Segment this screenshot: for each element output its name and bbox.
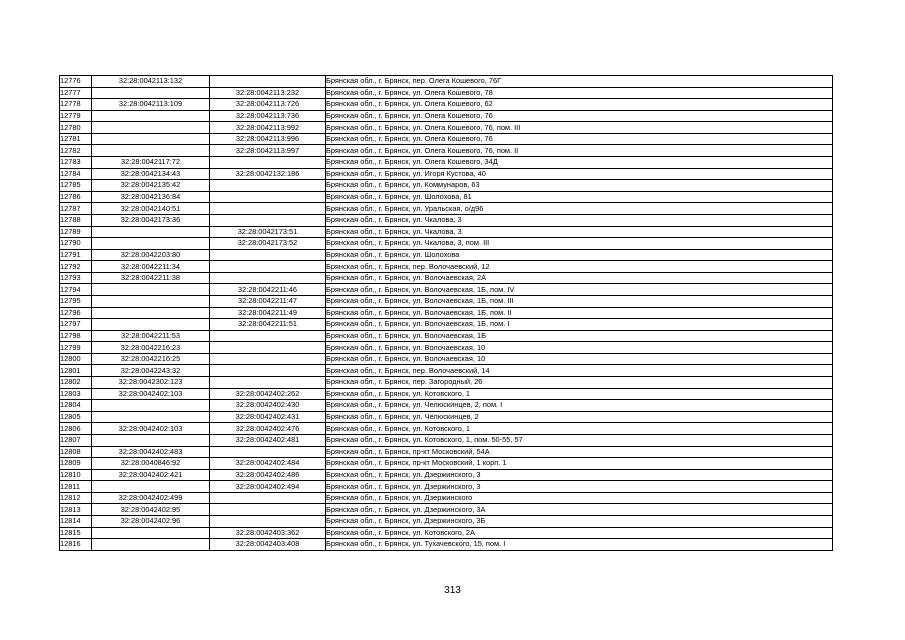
address-cell: Брянская обл., г. Брянск, ул. Коммунаров, 63 <box>326 180 833 192</box>
cadastral-number-cell <box>92 539 210 551</box>
cadastral-number-cell: 32:28:0042216:25 <box>92 353 210 365</box>
row-number-cell: 12804 <box>60 400 92 412</box>
address-cell: Брянская обл., г. Брянск, ул. Дзержинского, 3 <box>326 481 833 493</box>
cadastral-number-cell: 32:28:0042403:362 <box>210 527 326 539</box>
address-cell: Брянская обл., г. Брянск, ул. Волочаевская, 10 <box>326 353 833 365</box>
cadastral-number-cell <box>210 330 326 342</box>
row-number-cell: 12800 <box>60 353 92 365</box>
table-row <box>60 342 833 354</box>
cadastral-number-cell: 32:28:0042113:992 <box>210 122 326 134</box>
cadastral-number-cell: 32:28:0042135:42 <box>92 180 210 192</box>
address-cell: Брянская обл., г. Брянск, пр-кт Московский, 54А <box>326 446 833 458</box>
cadastral-number-cell <box>92 87 210 99</box>
table-row <box>60 180 833 192</box>
cadastral-number-cell <box>210 261 326 273</box>
address-cell: Брянская обл., г. Брянск, ул. Дзержинского <box>326 492 833 504</box>
address-cell: Брянская обл., г. Брянск, пр-кт Московский, 1 корп. 1 <box>326 458 833 470</box>
table-row <box>60 191 833 203</box>
cadastral-number-cell: 32:28:0042136:84 <box>92 191 210 203</box>
address-cell: Брянская обл., г. Брянск, ул. Дзержинского, 3Б <box>326 515 833 527</box>
row-number-cell: 12807 <box>60 434 92 446</box>
register-table <box>59 75 833 551</box>
cadastral-number-cell: 32:28:0042113:232 <box>210 87 326 99</box>
cadastral-number-cell <box>210 515 326 527</box>
address-cell: Брянская обл., г. Брянск, ул. Волочаевская, 1Б, пом. I <box>326 319 833 331</box>
cadastral-number-cell: 32:28:0042402:262 <box>210 388 326 400</box>
cadastral-number-cell <box>210 272 326 284</box>
row-number-cell: 12812 <box>60 492 92 504</box>
cadastral-number-cell: 32:28:0042302:123 <box>92 377 210 389</box>
address-cell: Брянская обл., г. Брянск, ул. Волочаевская, 1Б, пом. IV <box>326 284 833 296</box>
row-number-cell: 12791 <box>60 249 92 261</box>
row-number-cell: 12779 <box>60 110 92 122</box>
table-row <box>60 214 833 226</box>
address-cell: Брянская обл., г. Брянск, ул. Котовского, 1 <box>326 423 833 435</box>
table-row <box>60 539 833 551</box>
cadastral-number-cell: 32:28:0042173:36 <box>92 214 210 226</box>
address-cell: Брянская обл., г. Брянск, ул. Волочаевская, 2А <box>326 272 833 284</box>
cadastral-number-cell: 32:28:0042402:430 <box>210 400 326 412</box>
row-number-cell: 12790 <box>60 238 92 250</box>
row-number-cell: 12802 <box>60 377 92 389</box>
table-row <box>60 122 833 134</box>
address-cell: Брянская обл., г. Брянск, ул. Шолохова <box>326 249 833 261</box>
cadastral-number-cell: 32:28:0042113:736 <box>210 110 326 122</box>
cadastral-number-cell: 32:28:0042402:484 <box>210 458 326 470</box>
row-number-cell: 12782 <box>60 145 92 157</box>
cadastral-number-cell: 32:28:0042173:51 <box>210 226 326 238</box>
cadastral-number-cell: 32:28:0042402:499 <box>92 492 210 504</box>
address-cell: Брянская обл., г. Брянск, ул. Тухачевского, 15, пом. I <box>326 539 833 551</box>
address-cell: Брянская обл., г. Брянск, ул. Дзержинского, 3А <box>326 504 833 516</box>
table-row <box>60 249 833 261</box>
row-number-cell: 12810 <box>60 469 92 481</box>
cadastral-number-cell: 32:28:0042211:51 <box>210 319 326 331</box>
table-row <box>60 481 833 493</box>
cadastral-number-cell <box>210 214 326 226</box>
table-row <box>60 272 833 284</box>
row-number-cell: 12783 <box>60 157 92 169</box>
cadastral-number-cell: 32:28:0042211:49 <box>210 307 326 319</box>
row-number-cell: 12786 <box>60 191 92 203</box>
cadastral-number-cell <box>210 377 326 389</box>
row-number-cell: 12785 <box>60 180 92 192</box>
table-row <box>60 527 833 539</box>
table-row <box>60 492 833 504</box>
address-cell: Брянская обл., г. Брянск, ул. Чкалова, 3 <box>326 214 833 226</box>
table-row <box>60 411 833 423</box>
row-number-cell: 12814 <box>60 515 92 527</box>
cadastral-number-cell <box>210 342 326 354</box>
cadastral-number-cell: 32:28:0042402:483 <box>92 446 210 458</box>
address-cell: Брянская обл., г. Брянск, ул. Волочаевская, 1Б, пом. III <box>326 295 833 307</box>
address-cell: Брянская обл., г. Брянск, ул. Олега Кошевого, 62 <box>326 99 833 111</box>
table-row <box>60 330 833 342</box>
row-number-cell: 12815 <box>60 527 92 539</box>
cadastral-number-cell <box>210 249 326 261</box>
cadastral-number-cell: 32:28:0042243:32 <box>92 365 210 377</box>
cadastral-number-cell <box>210 492 326 504</box>
cadastral-number-cell: 32:28:0042203:80 <box>92 249 210 261</box>
cadastral-number-cell <box>92 238 210 250</box>
cadastral-number-cell <box>92 122 210 134</box>
cadastral-number-cell: 32:28:0042117:72 <box>92 157 210 169</box>
address-cell: Брянская обл., г. Брянск, ул. Челюскинцев, 2 <box>326 411 833 423</box>
cadastral-number-cell: 32:28:0042132:186 <box>210 168 326 180</box>
table-row <box>60 458 833 470</box>
cadastral-number-cell: 32:28:0042402:421 <box>92 469 210 481</box>
address-cell: Брянская обл., г. Брянск, ул. Волочаевская, 1Б <box>326 330 833 342</box>
cadastral-number-cell: 32:28:0042216:23 <box>92 342 210 354</box>
cadastral-number-cell: 32:28:0042211:34 <box>92 261 210 273</box>
table-row <box>60 226 833 238</box>
address-cell: Брянская обл., г. Брянск, ул. Олега Кошевого, 76, пом. III <box>326 122 833 134</box>
cadastral-number-cell: 32:28:0042140:51 <box>92 203 210 215</box>
table-row <box>60 388 833 400</box>
cadastral-number-cell: 32:28:0042173:52 <box>210 238 326 250</box>
cadastral-number-cell <box>210 76 326 88</box>
cadastral-number-cell <box>92 133 210 145</box>
address-cell: Брянская обл., г. Брянск, пер. Волочаевский, 14 <box>326 365 833 377</box>
cadastral-number-cell: 32:28:0042402:95 <box>92 504 210 516</box>
row-number-cell: 12776 <box>60 76 92 88</box>
table-row <box>60 110 833 122</box>
cadastral-number-cell <box>92 319 210 331</box>
cadastral-number-cell: 32:28:0042402:481 <box>210 434 326 446</box>
row-number-cell: 12798 <box>60 330 92 342</box>
cadastral-number-cell <box>92 411 210 423</box>
cadastral-number-cell <box>92 307 210 319</box>
cadastral-number-cell <box>92 145 210 157</box>
table-row <box>60 423 833 435</box>
cadastral-number-cell: 32:28:0042211:53 <box>92 330 210 342</box>
register-table-body <box>60 76 833 551</box>
address-cell: Брянская обл., г. Брянск, пер. Волочаевский, 12 <box>326 261 833 273</box>
cadastral-number-cell: 32:28:0042403:408 <box>210 539 326 551</box>
table-row <box>60 353 833 365</box>
row-number-cell: 12778 <box>60 99 92 111</box>
row-number-cell: 12813 <box>60 504 92 516</box>
address-cell: Брянская обл., г. Брянск, ул. Волочаевская, 10 <box>326 342 833 354</box>
table-row <box>60 157 833 169</box>
address-cell: Брянская обл., г. Брянск, ул. Олега Кошевого, 34Д <box>326 157 833 169</box>
table-row <box>60 133 833 145</box>
address-cell: Брянская обл., г. Брянск, ул. Шолохова, 81 <box>326 191 833 203</box>
row-number-cell: 12797 <box>60 319 92 331</box>
address-cell: Брянская обл., г. Брянск, ул. Котовского, 1, пом. 50-55, 57 <box>326 434 833 446</box>
cadastral-number-cell <box>210 504 326 516</box>
row-number-cell: 12789 <box>60 226 92 238</box>
cadastral-number-cell <box>92 400 210 412</box>
cadastral-number-cell <box>92 226 210 238</box>
address-cell: Брянская обл., г. Брянск, ул. Уральская, о/д96 <box>326 203 833 215</box>
table-row <box>60 377 833 389</box>
address-cell: Брянская обл., г. Брянск, ул. Котовского, 1 <box>326 388 833 400</box>
table-row <box>60 434 833 446</box>
table-row <box>60 446 833 458</box>
cadastral-number-cell <box>92 295 210 307</box>
table-row <box>60 504 833 516</box>
table-row <box>60 87 833 99</box>
cadastral-number-cell: 32:28:0042134:43 <box>92 168 210 180</box>
address-cell: Брянская обл., г. Брянск, пер. Олега Кошевого, 76Г <box>326 76 833 88</box>
row-number-cell: 12816 <box>60 539 92 551</box>
table-row <box>60 203 833 215</box>
row-number-cell: 12777 <box>60 87 92 99</box>
row-number-cell: 12787 <box>60 203 92 215</box>
cadastral-number-cell: 32:28:0042211:47 <box>210 295 326 307</box>
address-cell: Брянская обл., г. Брянск, ул. Олега Кошевого, 76 <box>326 133 833 145</box>
cadastral-number-cell <box>210 203 326 215</box>
table-row <box>60 284 833 296</box>
address-cell: Брянская обл., г. Брянск, ул. Котовского, 2А <box>326 527 833 539</box>
table-row <box>60 261 833 273</box>
cadastral-number-cell: 32:28:0042113:109 <box>92 99 210 111</box>
row-number-cell: 12794 <box>60 284 92 296</box>
table-row <box>60 365 833 377</box>
row-number-cell: 12792 <box>60 261 92 273</box>
cadastral-number-cell <box>210 446 326 458</box>
cadastral-number-cell: 32:28:0042402:96 <box>92 515 210 527</box>
cadastral-number-cell: 32:28:0042113:997 <box>210 145 326 157</box>
row-number-cell: 12803 <box>60 388 92 400</box>
cadastral-number-cell: 32:28:0042402:103 <box>92 423 210 435</box>
row-number-cell: 12805 <box>60 411 92 423</box>
cadastral-number-cell: 32:28:0042113:726 <box>210 99 326 111</box>
row-number-cell: 12784 <box>60 168 92 180</box>
cadastral-number-cell: 32:28:0042211:38 <box>92 272 210 284</box>
cadastral-number-cell: 32:28:0042211:46 <box>210 284 326 296</box>
table-row <box>60 319 833 331</box>
address-cell: Брянская обл., г. Брянск, ул. Олега Кошевого, 78 <box>326 87 833 99</box>
row-number-cell: 12793 <box>60 272 92 284</box>
row-number-cell: 12799 <box>60 342 92 354</box>
cadastral-number-cell: 32:28:0042402:486 <box>210 469 326 481</box>
address-cell: Брянская обл., г. Брянск, ул. Чкалова, 3, пом. III <box>326 238 833 250</box>
table-row <box>60 515 833 527</box>
address-cell: Брянская обл., г. Брянск, ул. Игоря Кустова, 40 <box>326 168 833 180</box>
address-cell: Брянская обл., г. Брянск, ул. Дзержинского, 3 <box>326 469 833 481</box>
cadastral-number-cell <box>92 110 210 122</box>
address-cell: Брянская обл., г. Брянск, ул. Чкалова, 3 <box>326 226 833 238</box>
address-cell: Брянская обл., г. Брянск, ул. Олега Кошевого, 76, пом. II <box>326 145 833 157</box>
cadastral-number-cell <box>210 191 326 203</box>
address-cell: Брянская обл., г. Брянск, ул. Челюскинцев, 2, пом. I <box>326 400 833 412</box>
row-number-cell: 12811 <box>60 481 92 493</box>
cadastral-number-cell <box>92 434 210 446</box>
row-number-cell: 12788 <box>60 214 92 226</box>
cadastral-number-cell: 32:28:0042402:494 <box>210 481 326 493</box>
table-row <box>60 307 833 319</box>
cadastral-number-cell: 32:28:0040846:92 <box>92 458 210 470</box>
cadastral-number-cell <box>92 284 210 296</box>
table-row <box>60 295 833 307</box>
cadastral-number-cell <box>210 180 326 192</box>
cadastral-number-cell <box>92 527 210 539</box>
table-row <box>60 400 833 412</box>
page-number: 313 <box>444 585 461 596</box>
cadastral-number-cell: 32:28:0042113:996 <box>210 133 326 145</box>
table-row <box>60 145 833 157</box>
table-row <box>60 168 833 180</box>
cadastral-number-cell <box>210 157 326 169</box>
table-row <box>60 76 833 88</box>
address-cell: Брянская обл., г. Брянск, пер. Загородный, 26 <box>326 377 833 389</box>
table-row <box>60 469 833 481</box>
cadastral-number-cell: 32:28:0042402:103 <box>92 388 210 400</box>
address-cell: Брянская обл., г. Брянск, ул. Олега Кошевого, 76 <box>326 110 833 122</box>
row-number-cell: 12809 <box>60 458 92 470</box>
row-number-cell: 12806 <box>60 423 92 435</box>
cadastral-number-cell: 32:28:0042113:132 <box>92 76 210 88</box>
row-number-cell: 12801 <box>60 365 92 377</box>
cadastral-number-cell <box>210 365 326 377</box>
cadastral-number-cell: 32:28:0042402:431 <box>210 411 326 423</box>
row-number-cell: 12780 <box>60 122 92 134</box>
cadastral-number-cell: 32:28:0042402:476 <box>210 423 326 435</box>
table-row <box>60 99 833 111</box>
address-cell: Брянская обл., г. Брянск, ул. Волочаевская, 1Б, пом. II <box>326 307 833 319</box>
row-number-cell: 12781 <box>60 133 92 145</box>
row-number-cell: 12796 <box>60 307 92 319</box>
table-row <box>60 238 833 250</box>
row-number-cell: 12795 <box>60 295 92 307</box>
cadastral-number-cell <box>210 353 326 365</box>
row-number-cell: 12808 <box>60 446 92 458</box>
cadastral-number-cell <box>92 481 210 493</box>
